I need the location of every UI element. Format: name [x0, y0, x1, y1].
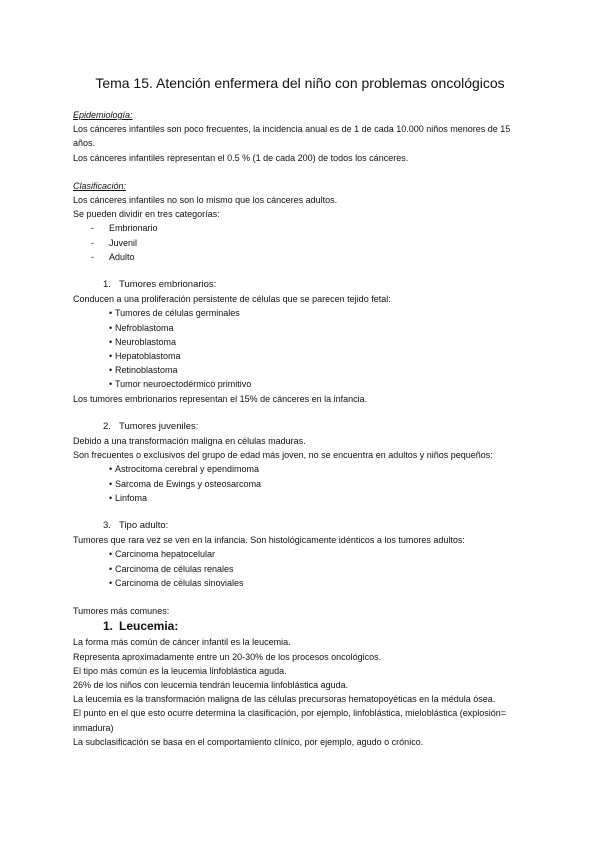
bullet-marker: •: [109, 464, 113, 475]
section-heading-text: Tumores embrionarios:: [119, 279, 217, 291]
list-item: [73, 377, 533, 391]
title-text: Atención enfermera del niño con problemas oncológicos: [156, 75, 505, 91]
embrionarios-list: [73, 306, 533, 391]
list-item-text: Embrionario: [109, 223, 158, 234]
list-item-text: Carcinoma hepatocelular: [115, 549, 216, 560]
category-list: [73, 221, 533, 264]
list-item: [73, 236, 533, 250]
section-heading-text: Leucemia:: [119, 619, 179, 634]
list-item: [73, 306, 533, 320]
section-number: 1.: [103, 619, 114, 634]
leucemia-line: El punto en el que esto ocurre determina la clasificación, por ejemplo, linfoblástica, mieloblástica (explosión=: [73, 708, 506, 719]
list-item-text: Retinoblastoma: [115, 365, 178, 376]
comunes-intro: Tumores más comunes:: [73, 606, 170, 617]
bullet-marker: •: [109, 577, 113, 588]
bullet-marker: •: [109, 379, 113, 390]
list-item-text: Carcinoma de células renales: [115, 563, 234, 574]
juveniles-list: [73, 462, 533, 505]
epidemiologia-line: Los cánceres infantiles son poco frecuentes, la incidencia anual es de 1 de cada 10.000 niños menores de 15: [73, 124, 511, 135]
spacer: [73, 505, 533, 519]
list-item: [73, 363, 533, 377]
section-number: 3.: [103, 520, 111, 532]
clasificacion-line: Los cánceres infantiles no son lo mismo que los cánceres adultos.: [73, 195, 338, 206]
list-item-text: Adulto: [109, 251, 135, 262]
bullet-marker: •: [109, 365, 113, 376]
dash-marker: -: [91, 251, 94, 262]
list-item: [73, 462, 533, 476]
leucemia-line: Representa aproximadamente entre un 20-30% de los procesos oncológicos.: [73, 651, 382, 662]
list-item-text: Sarcoma de Ewings y osteosarcoma: [115, 478, 262, 489]
bullet-marker: •: [109, 351, 113, 362]
section-number: 2.: [103, 420, 111, 432]
bullet-marker: •: [109, 563, 113, 574]
epidemiologia-line: años.: [73, 138, 96, 149]
adulto-list: [73, 547, 533, 590]
document-body: [73, 108, 533, 749]
section-heading-adulto: [73, 519, 533, 533]
dash-marker: -: [91, 237, 94, 248]
bullet-marker: •: [109, 322, 113, 333]
epidemiologia-heading: Epidemiología:: [73, 110, 133, 120]
bullet-marker: •: [109, 478, 113, 489]
list-item: [73, 349, 533, 363]
list-item: [73, 547, 533, 561]
clasificacion-line: Se pueden dividir en tres categorías:: [73, 209, 220, 220]
list-item: [73, 562, 533, 576]
list-item: [73, 477, 533, 491]
list-item-text: Astrocitoma cerebral y ependimoma: [115, 464, 260, 475]
leucemia-line: El tipo más común es la leucemia linfoblástica aguda.: [73, 665, 287, 676]
list-item: [73, 221, 533, 235]
list-item: [73, 321, 533, 335]
bullet-marker: •: [109, 336, 113, 347]
leucemia-line: inmadura): [73, 722, 114, 733]
list-item: [73, 335, 533, 349]
spacer: [73, 264, 533, 278]
section-heading-text: Tipo adulto:: [119, 520, 169, 532]
leucemia-line: La subclasificación se basa en el comportamiento clínico, por ejemplo, agudo o crónico.: [73, 736, 424, 747]
list-item: [73, 250, 533, 264]
spacer: [73, 406, 533, 420]
epidemiologia-line: Los cánceres infantiles representan el 0.5 % (1 de cada 200) de todos los cánceres.: [73, 152, 409, 163]
section-heading-juveniles: [73, 420, 533, 434]
dash-marker: -: [91, 223, 94, 234]
list-item: [73, 576, 533, 590]
list-item-text: Tumor neuroectodérmico primitivo: [115, 379, 252, 390]
juveniles-line: Debido a una transformación maligna en células maduras.: [73, 436, 306, 447]
bullet-marker: •: [109, 308, 113, 319]
list-item-text: Tumores de células germinales: [115, 308, 240, 319]
list-item-text: Carcinoma de células sinoviales: [115, 577, 244, 588]
leucemia-line: La forma más común de cáncer infantil es la leucemia.: [73, 637, 291, 648]
clasificacion-heading: Clasificación:: [73, 180, 127, 191]
section-heading-text: Tumores juveniles:: [119, 420, 199, 432]
list-item-text: Linfoma: [115, 492, 148, 503]
spacer: [73, 165, 533, 179]
embrionarios-footer: Los tumores embrionarios representan el 15% de cánceres en la infancia.: [73, 393, 368, 404]
list-item-text: Hepatoblastoma: [115, 351, 181, 362]
title-number: Tema 15.: [95, 75, 153, 91]
adulto-intro: Tumores que rara vez se ven en la infancia. Son histológicamente idénticos a los tumores adultos:: [73, 535, 465, 546]
list-item: [73, 491, 533, 505]
leucemia-line: La leucemia es la transformación maligna de las células precursoras hematopoyéticas en la médula ósea.: [73, 694, 496, 705]
section-number: 1.: [103, 279, 111, 291]
list-item-text: Juvenil: [109, 237, 138, 248]
bullet-marker: •: [109, 492, 113, 503]
list-item-text: Neuroblastoma: [115, 336, 177, 347]
page-title: [0, 74, 600, 92]
section-heading-embrionarios: [73, 278, 533, 292]
list-item-text: Nefroblastoma: [115, 322, 174, 333]
spacer: [73, 590, 533, 604]
bullet-marker: •: [109, 549, 113, 560]
juveniles-line: Son frecuentes o exclusivos del grupo de edad más joven, no se encuentra en adultos y niños pequeños:: [73, 450, 493, 461]
section-heading-leucemia: [73, 618, 533, 635]
embrionarios-intro: Conducen a una proliferación persistente de células que se parecen tejido fetal:: [73, 294, 391, 305]
leucemia-line: 26% de los niños con leucemia tendrán leucemia linfoblástica aguda.: [73, 679, 349, 690]
